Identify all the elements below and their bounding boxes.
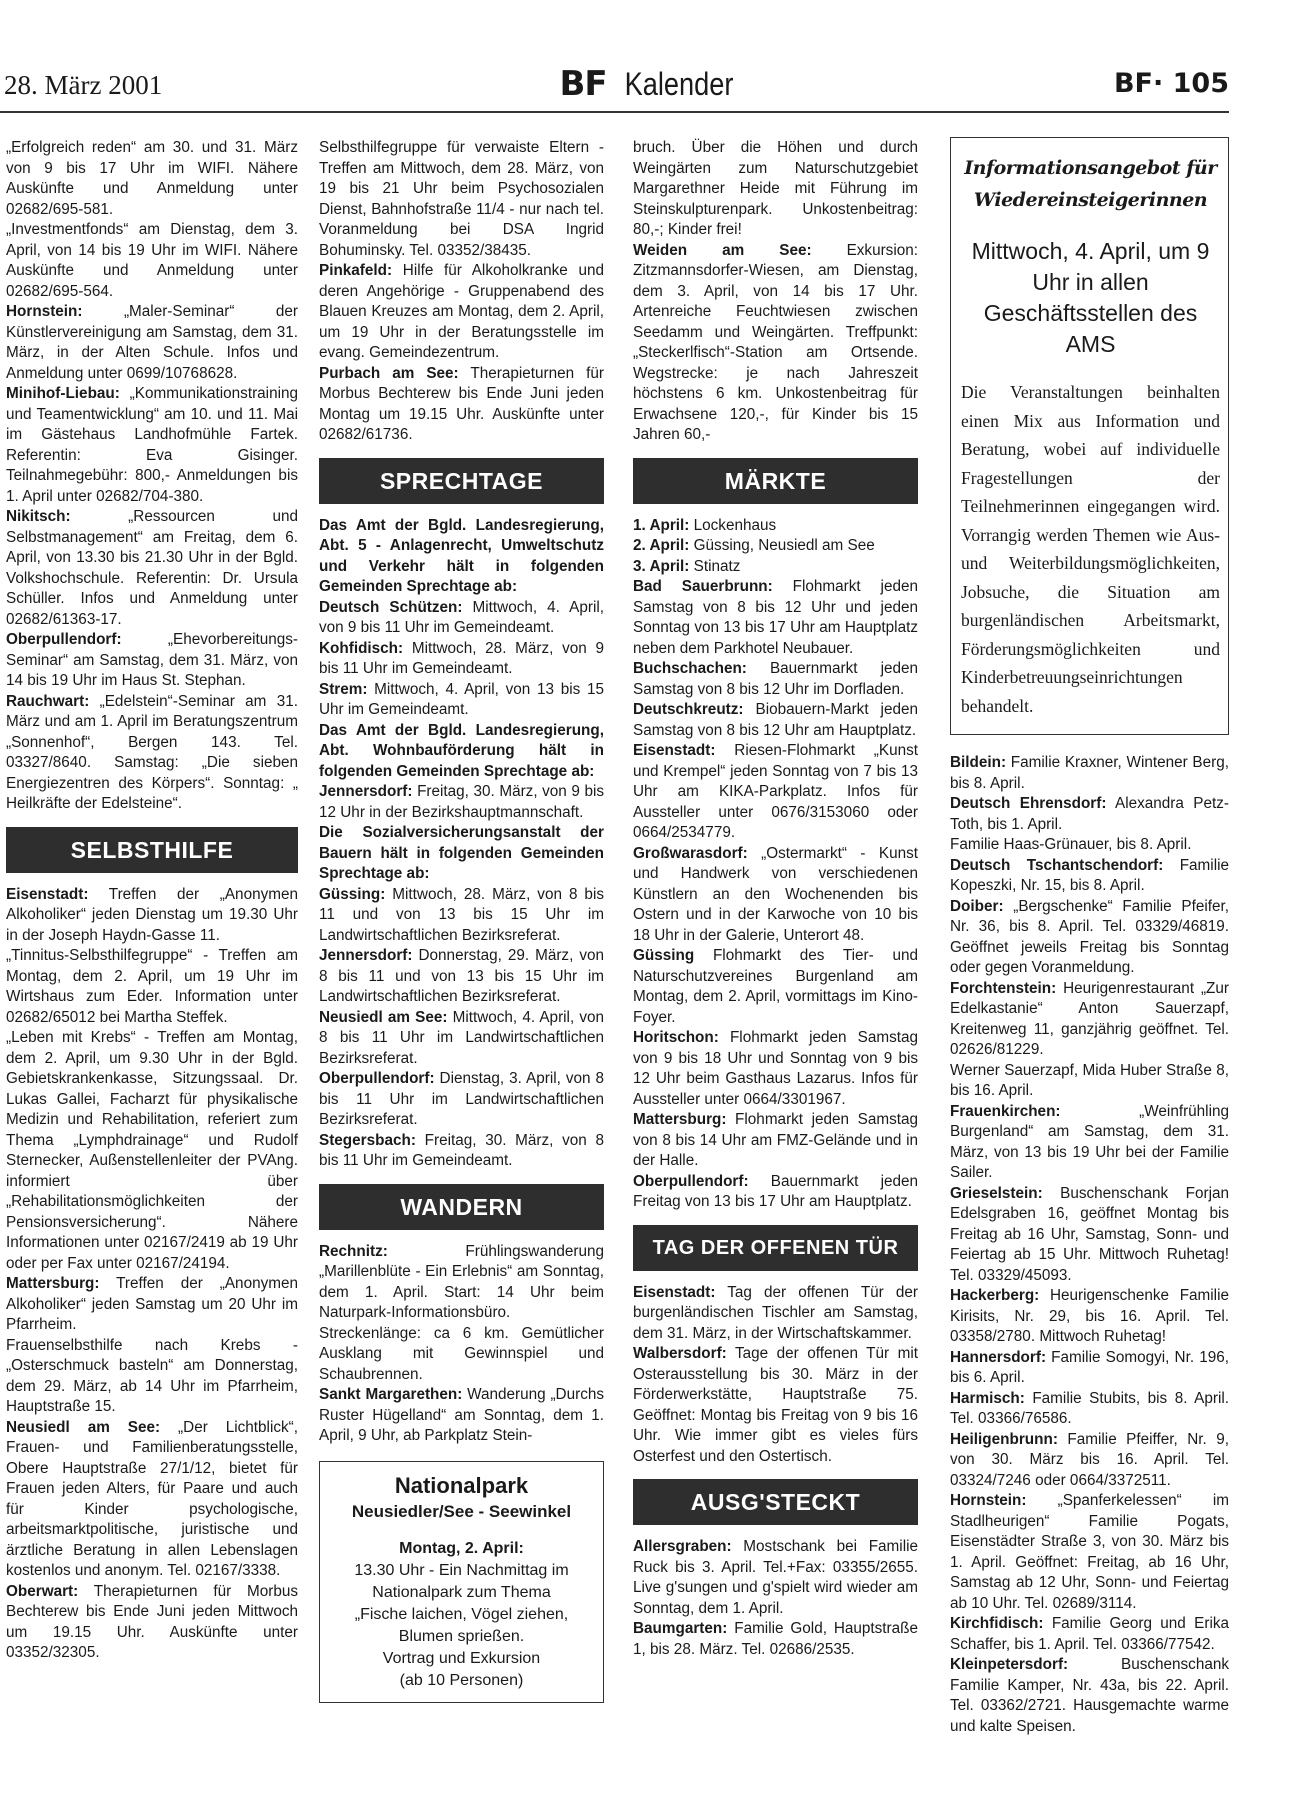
entry-text: Lockenhaus [689,516,777,534]
ams-ad-body: Die Veranstaltungen beinhalten einen Mix aus Information und Beratung, wobei auf individuelle Fragestellungen der Teilnehmerinnen eingegangen wird. Vorrangig werden Themen wie Aus- und Weiterbildungsmöglichkeiten, Jobsuche, die Situation am burgenländischen Arbeitsmarkt, Förderungsmöglichkeiten und Kinderbetreuungseinrichtungen behandelt. [961,382,1220,716]
entry-text: Dienstag, 3. April, von 8 bis 11 Uhr im Landwirtschaftlichen Bezirksreferat. [319,1070,604,1128]
entry-location: 2. April: [633,537,690,554]
entry-text: „Kommunikationstraining und Teamentwicklung“ am 10. und 11. Mai im Gästehaus Landhofmühle Fartek. Referentin: Eva Gisinger. Teilnahmegebühr: 800,- Anmeldungen bis 1. April unter 02682/704-380. [6,385,298,505]
listing-entry [633,844,918,947]
nationalpark-line: (ab 10 Personen) [399,1671,524,1689]
brand-logo: BF [559,64,607,104]
entry-location: Eisenstadt: [633,1283,716,1301]
entry-text: Bauernmarkt jeden Samstag von 8 bis 12 Uhr im Dorfladen. [633,660,918,698]
entry-location: Güssing [633,947,695,964]
entry-text: Güssing, Neusiedl am See [689,537,875,554]
entry-text: Frühlingswanderung „Marillenblüte - Ein Erlebnis“ am Sonntag, dem 1. April. Start: 14 Uhr beim Naturpark-Informationsbüro. Streckenlänge: ca 6 km. Gemütlicher Ausklang mit Gewinnspiel und Schaubrennen. [319,1242,604,1383]
entry-location: Oberwart: [6,1582,79,1600]
section-heading: SPRECHTAGE [319,458,604,504]
column-3 [633,138,918,1660]
listing-entry [319,138,604,261]
section-heading: SELBSTHILFE [6,827,298,873]
entry-location: Oberpullendorf: [633,1172,749,1190]
entry-location: Neusiedl am See: [6,1418,161,1436]
listing-entry [319,1069,604,1131]
entry-location: Pinkafeld: [319,262,393,279]
entry-text: Mittwoch, 28. März, von 9 bis 11 Uhr im Gemeindeamt. [319,639,604,677]
entry-text: Familie Haas-Grünauer, bis 8. April. [950,836,1192,853]
nationalpark-subtitle: Neusiedler/See - Seewinkel [351,1501,572,1521]
listing-entry [6,1274,298,1336]
listing-entry [319,885,604,947]
entry-text: Mittwoch, 4. April, von 8 bis 11 Uhr im Landwirtschaftlichen Bezirksreferat. [319,1008,605,1067]
entry-text: Hilfe für Alkoholkranke und deren Angehörige - Gruppenabend des Blauen Kreuzes am Montag, dem 2. April, um 19 Uhr in der Beratungsstelle im evang. Gemeindezentrum. [319,262,604,361]
entry-location: Baumgarten: [633,1620,728,1637]
listing-entry [950,1430,1229,1492]
entry-location: Oberpullendorf: [319,1070,435,1087]
listing-entry [950,1491,1229,1614]
listing-entry [6,1336,298,1418]
section-heading: MÄRKTE [633,458,918,504]
entry-location: Forchtenstein: [950,979,1057,997]
listing-entry [6,1418,298,1582]
listing-entry [319,721,604,783]
nationalpark-line: „Fische laichen, Vögel ziehen, Blumen sprießen. [354,1605,569,1645]
entry-text: „Bergschenke“ Familie Pfeifer, Nr. 36, bis 8. April. Tel. 03329/46819. Geöffnet jeweils Freitag bis Sonntag oder gegen Voranmeldung. [950,897,1229,976]
listing-entry [6,507,298,630]
entry-text: Flohmarkt des Tier- und Naturschutzvereines Burgenland am Montag, dem 2. April, vormittags im Kino-Foyer. [633,947,918,1026]
listing-entry [633,1619,918,1660]
entry-location: Harmisch: [950,1389,1025,1407]
entry-text: Riesen-Flohmarkt „Kunst und Krempel“ jeden Sonntag von 7 bis 13 Uhr am KIKA-Parkplatz. Infos für Aussteller unter 0676/3153060 oder 0664/2534779. [633,742,918,841]
listing-entry [950,1102,1229,1184]
listing-entry [633,1344,918,1467]
listing-entry [950,1655,1229,1737]
listing-entry [950,1061,1229,1102]
listing-entry [633,577,918,659]
listing-entry [950,1389,1229,1430]
listing-entry [6,692,298,815]
listing-entry [633,1028,918,1110]
entry-location: Deutsch Schützen: [319,598,463,616]
section-name: Kalender [625,66,734,102]
issue-date: 28. März 2001 [4,70,163,100]
listing-entry [950,1614,1229,1655]
entry-text: Flohmarkt jeden Samstag von 9 bis 18 Uhr und Sonntag von 9 bis 12 Uhr beim Gasthaus Lazarus. Infos für Aussteller unter 0664/3301967. [633,1029,918,1108]
entry-location: Oberpullendorf: [6,631,122,648]
nationalpark-box [319,1461,604,1703]
listing-entry [950,835,1229,856]
listing-entry [319,946,604,1008]
entry-text: Frauenselbsthilfe nach Krebs - „Osterschmuck basteln“ am Donnerstag, dem 29. März, ab 14 Uhr im Pfarrheim, Hauptstraße 15. [6,1336,298,1415]
listing-entry [6,384,298,507]
entry-location: Die Sozialversicherungsanstalt der Bauern hält in folgenden Gemeinden Sprechtage ab: [319,824,604,882]
entry-text: Familie Georg und Erika Schaffer, bis 1. April. Tel. 03366/77542. [950,1615,1229,1653]
entry-location: Hornstein: [950,1492,1027,1509]
entry-location: Eisenstadt: [6,885,89,903]
entry-text: Buschenschank Forjan Edelsgraben 16, geöffnet Montag bis Freitag ab 16 Uhr, Samstag, Sonn- und Feiertag ab 15 Uhr. Mittwoch Ruhetag! Tel. 03329/45093. [950,1184,1229,1284]
section-title [0,64,1303,104]
entry-location: Rauchwart: [6,692,90,710]
entry-text: Freitag, 30. März, von 9 bis 12 Uhr in der Bezirkshauptmannschaft. [319,783,604,821]
listing-entry [319,1131,604,1172]
column-1 [6,138,298,1664]
ams-ad-title: Informationsangebot für [964,157,1217,179]
listing-entry [319,823,604,885]
page-number: BF· 105 [1113,68,1229,99]
entry-location: Hackerberg: [950,1287,1040,1304]
listing-entry [633,557,918,578]
listing-entry [319,598,604,639]
entry-location: Mattersburg: [633,1111,727,1128]
listing-entry [633,1172,918,1213]
column-2 [319,138,604,1703]
listing-entry [319,261,604,364]
listing-entry [633,741,918,844]
entry-text: Mostschank bei Familie Ruck bis 3. April. Tel.+Fax: 03355/2655. Live g'sungen und g'spielt wird wieder am Sonntag, dem 1. April. [633,1538,918,1617]
entry-location: Horitschon: [633,1029,719,1046]
listing-entry [633,241,918,446]
listing-entry [633,946,918,1028]
entry-text: Familie Kraxner, Wintener Berg, bis 8. April. [950,754,1229,792]
header-divider [0,111,1229,113]
entry-location: Güssing: [319,885,386,903]
entry-location: Deutsch Ehrensdorf: [950,795,1107,812]
listing-entry [6,946,298,1028]
entry-location: Strem: [319,680,368,698]
listing-entry [633,536,918,557]
entry-text: „Ressourcen und Selbstmanagement“ am Freitag, dem 6. April, von 13.30 bis 21.30 Uhr in der Bgld. Volkshochschule. Referentin: Dr. Ursula Schüller. Infos und Anmeldung unter 02682/61363-17. [6,508,298,628]
entry-location: Eisenstadt: [633,742,716,759]
entry-text: Familie Pfeiffer, Nr. 9, von 30. März bis 16. April. Tel. 03324/7246 oder 0664/3372511. [950,1430,1229,1489]
entry-location: Sankt Margarethen: [319,1386,463,1403]
entry-location: Hannersdorf: [950,1348,1047,1366]
nationalpark-line: Montag, 2. April: [399,1539,524,1557]
entry-text: Buschenschank Familie Kamper, Nr. 43a, bis 22. April. Tel. 03362/2721. Hausgemachte warme und kalte Speisen. [950,1656,1229,1735]
entry-location: Minihof-Liebau: [6,385,120,402]
listing-entry [950,1348,1229,1389]
entry-text: Familie Gold, Hauptstraße 1, bis 28. März. Tel. 02686/2535. [633,1620,918,1658]
entry-text: „Maler-Seminar“ der Künstlervereinigung am Samstag, dem 31. März, in der Alten Schule. Infos und Anmeldung unter 0699/10768628. [6,303,298,382]
nationalpark-title: Nationalpark [394,1472,529,1498]
entry-text: Werner Sauerzapf, Mida Huber Straße 8, bis 16. April. [950,1061,1229,1099]
entry-location: Stegersbach: [319,1131,416,1149]
entry-text: Stinatz [689,557,741,575]
listing-entry [319,639,604,680]
listing-entry [319,364,604,446]
section-heading: TAG DER OFFENEN TÜR [633,1225,918,1271]
entry-location: Frauenkirchen: [950,1102,1061,1120]
entry-text: Wanderung „Durchs Ruster Hügelland“ am Sonntag, dem 1. April, 9 Uhr, ab Parkplatz Stein- [319,1386,605,1444]
listing-entry [319,1008,604,1070]
listing-entry [319,680,604,721]
entry-location: Kohfidisch: [319,639,404,657]
entry-location: Allersgraben: [633,1538,732,1555]
entry-location: 3. April: [633,557,690,575]
entry-text: „Erfolgreich reden“ am 30. und 31. März von 9 bis 17 Uhr im WIFI. Nähere Auskünfte und Anmeldung unter 02682/695-581. [6,139,298,218]
section-heading: WANDERN [319,1184,604,1230]
ams-ad-box [950,137,1229,735]
entry-text: Mittwoch, 4. April, von 9 bis 11 Uhr im Gemeindeamt. [319,598,604,636]
entry-text: Biobauern-Markt jeden Samstag von 8 bis 12 Uhr am Hauptplatz. [633,701,918,739]
listing-entry [633,700,918,741]
entry-text: „Ehevorbereitungs-Seminar“ am Samstag, dem 31. März, von 14 bis 19 Uhr im Haus St. Stephan. [6,631,298,689]
ams-ad-title: Wiedereinsteigerinnen [973,189,1208,211]
entry-text: bruch. Über die Höhen und durch Weingärten zum Naturschutzgebiet Margarethner Heide mit Führung im Steinskulpturenpark. Unkostenbeitrag: 80,-; Kinder frei! [633,139,918,238]
entry-text: Mittwoch, 28. März, von 8 bis 11 und von 13 bis 15 Uhr im Landwirtschaftlichen Bezirksreferat. [319,885,604,944]
listing-entry [950,753,1229,794]
entry-text: Familie Stubits, bis 8. April. Tel. 03366/76586. [950,1389,1229,1427]
listing-entry [633,138,918,241]
listing-entry [6,1582,298,1664]
entry-text: „Investmentfonds“ am Dienstag, dem 3. April, von 14 bis 19 Uhr im WIFI. Nähere Auskünfte und Anmeldung unter 02682/695-564. [6,221,298,300]
entry-location: Kleinpetersdorf: [950,1656,1069,1673]
entry-text: „Der Lichtblick“, Frauen- und Familienberatungsstelle, Obere Hauptstraße 27/1/12, bietet für Frauen jeden Alters, für Paare und auch für Kinder psychologische, arbeitsmarktpolitische, juristische und ärztliche Beratung in allen Lebenslagen kostenlos und anonym. Tel. 02167/3338. [6,1418,298,1579]
listing-entry [633,516,918,537]
entry-text: „Edelstein“-Seminar am 31. März und am 1. April im Beratungszentrum „Sonnenhof“, Bergen 143. Tel. 03327/8640. Samstag: „Die sieben Energiezentren des Körpers“. Sonntag: „ Heilkräfte der Edelsteine“. [6,692,298,812]
entry-text: Heurigenschenke Familie Kirisits, Nr. 29, bis 16. April. Tel. 03358/2780. Mittwoch Ruhetag! [950,1287,1229,1345]
listing-entry [6,302,298,384]
listing-entry [6,885,298,947]
listing-entry [6,630,298,692]
entry-text: Tag der offenen Tür der burgenländischen Tischler am Samstag, dem 31. März, in der Wirtschaftskammer. [633,1283,918,1342]
entry-location: Heiligenbrunn: [950,1430,1058,1448]
listing-entry [633,1110,918,1172]
listing-entry [319,782,604,823]
listing-entry [950,856,1229,897]
entry-text: „Leben mit Krebs“ - Treffen am Montag, dem 2. April, um 9.30 Uhr in der Bgld. Gebietskrankenkasse, Sitzungssaal. Dr. Lukas Gallei, Facharzt für physikalische Medizin und Rehabilitation, referiert zum Thema „Lymphdrainage“ und Rudolf Sternecker, Außenstellenleiter der PVAng. informiert über „Rehabilitationsmöglichkeiten der Pensionsversicherung“. Nähere Informationen unter 02167/2419 ab 19 Uhr oder per Fax unter 02167/24194. [6,1029,298,1272]
entry-text: Flohmarkt jeden Samstag von 8 bis 12 Uhr und jeden Sonntag von 13 bis 17 Uhr am Hauptplatz neben dem Parkhotel Neubauer. [633,578,918,657]
entry-location: Hornstein: [6,303,83,320]
entry-location: Weiden am See: [633,241,812,259]
entry-location: Das Amt der Bgld. Landesregierung, Abt. 5 - Anlagenrecht, Umweltschutz und Verkehr hält in folgenden Gemeinden Sprechtage ab: [319,516,604,595]
listing-entry [633,659,918,700]
entry-text: Treffen der „Anonymen Alkoholiker“ jeden Samstag um 20 Uhr im Pfarrheim. [6,1275,298,1333]
entry-location: Buchschachen: [633,660,747,677]
nationalpark-line: Vortrag und Exkursion [382,1649,541,1667]
listing-entry [6,1028,298,1274]
section-heading: AUSG'STECKT [633,1479,918,1525]
entry-text: Familie Kopeszki, Nr. 15, bis 8. April. [950,856,1230,894]
entry-text: Therapieturnen für Morbus Bechterew bis Ende Juni jeden Mittwoch um 19.15 Uhr. Auskünfte unter 03352/32305. [6,1582,298,1661]
column-4 [950,137,1229,1737]
entry-location: Das Amt der Bgld. Landesregierung, Abt. Wohnbauförderung hält in folgenden Gemeinden Sprechtage ab: [319,721,604,780]
entry-location: Purbach am See: [319,364,459,382]
entry-location: Neusiedl am See: [319,1008,448,1026]
listing-entry [319,1385,604,1447]
listing-entry [633,1283,918,1345]
entry-location: Deutsch Tschantschendorf: [950,856,1164,874]
entry-location: Großwarasdorf: [633,844,748,862]
entry-text: Treffen der „Anonymen Alkoholiker“ jeden Dienstag um 19.30 Uhr in der Joseph Haydn-Gasse 11. [6,885,298,944]
entry-text: „Spanferkelessen“ im Stadlheurigen“ Familie Pogats, Eisenstädter Straße 3, von 30. März bis 1. April. Geöffnet: Freitag, ab 16 Uhr, Samstag ab 12 Uhr, Sonn- und Feiertag ab 10 Uhr. Tel. 02689/3114. [950,1492,1229,1612]
listing-entry [6,220,298,302]
entry-text: „Tinnitus-Selbsthilfegruppe“ - Treffen am Montag, dem 2. April, um 19 Uhr im Wirtshaus zum Eder. Information unter 02682/65012 bei Martha Steffek. [6,947,298,1026]
entry-text: „Weinfrühling Burgenland“ am Samstag, dem 31. März, von 13 bis 19 Uhr bei der Familie Sailer. [950,1102,1229,1181]
entry-location: 1. April: [633,516,690,534]
entry-location: Doiber: [950,897,1004,915]
entry-location: Bildein: [950,754,1007,771]
listing-entry [950,897,1229,979]
entry-text: Heurigenrestaurant „Zur Edelkastanie“ Anton Sauerzapf, Kreitenweg 11, ganzjährig geöffnet. Tel. 02626/81229. [950,979,1229,1058]
entry-text: Donnerstag, 29. März, von 8 bis 11 und von 13 bis 15 Uhr im Landwirtschaftlichen Bezirksreferat. [319,947,604,1005]
ams-ad-date: Mittwoch, 4. April, um 9 Uhr in allen Geschäftsstellen des AMS [971,238,1210,357]
entry-location: Jennersdorf: [319,783,413,800]
entry-text: Therapieturnen für Morbus Bechterew bis Ende Juni jeden Montag um 19.15 Uhr. Auskünfte unter 02682/61736. [319,364,605,443]
listing-entry [950,1184,1229,1287]
entry-location: Walbersdorf: [633,1345,727,1362]
entry-text: Freitag, 30. März, von 8 bis 11 Uhr im Gemeindeamt. [319,1131,604,1169]
entry-text: Tage der offenen Tür mit Osterausstellung bis 30. März in der Förderwerkstätte, Hauptstraße 75. Geöffnet: Montag bis Freitag von 9 bis 16 Uhr. Wie immer gibt es vieles fürs Osterfest und den Ostertisch. [633,1345,918,1465]
listing-entry [950,794,1229,835]
entry-location: Deutschkreutz: [633,701,744,718]
entry-location: Rechnitz: [319,1242,388,1260]
entry-text: Mittwoch, 4. April, von 13 bis 15 Uhr im Gemeindeamt. [319,680,604,718]
listing-entry [319,1242,604,1386]
entry-text: Selbsthilfegruppe für verwaiste Eltern - Treffen am Mittwoch, dem 28. März, von 19 bis 21 Uhr beim Psychosozialen Dienst, Bahnhofstraße 11/4 - nur nach tel. Voranmeldung bei DSA Ingrid Bohuminsky. Tel. 03352/38435. [319,139,604,259]
listing-entry [950,1286,1229,1348]
listing-entry [633,1537,918,1619]
entry-text: Alexandra Petz-Toth, bis 1. April. [950,795,1229,833]
listing-entry [6,138,298,220]
entry-location: Mattersburg: [6,1275,100,1292]
entry-location: Grieselstein: [950,1184,1043,1202]
entry-text: Exkursion: Zitzmannsdorfer-Wiesen, am Dienstag, dem 3. April, von 14 bis 17 Uhr. Artenreiche Feuchtwiesen zwischen Seedamm und Weingärten. Treffpunkt: „Steckerlfisch“-Station am Ortsende. Wegstrecke: je nach Jahreszeit höchstens 6 km. Unkostenbeitrag für Erwachsene 120,-, für Kinder bis 15 Jahren 60,- [633,241,918,443]
entry-location: Bad Sauerbrunn: [633,578,773,595]
entry-location: Nikitsch: [6,508,71,525]
nationalpark-line: 13.30 Uhr - Ein Nachmittag im Nationalpark zum Thema [354,1561,569,1601]
entry-text: Flohmarkt jeden Samstag von 8 bis 14 Uhr am FMZ-Gelände und in der Halle. [633,1111,918,1169]
entry-text: Bauernmarkt jeden Freitag von 13 bis 17 Uhr am Hauptplatz. [633,1172,918,1210]
entry-text: Familie Somogyi, Nr. 196, bis 6. April. [950,1348,1229,1386]
entry-text: „Ostermarkt“ - Kunst und Handwerk von verschiedenen Künstlern an den Wochenenden bis Ostern und in der Karwoche von 10 bis 18 Uhr in der Galerie, Unterort 48. [633,844,918,944]
entry-location: Kirchfidisch: [950,1615,1044,1632]
listing-entry [950,979,1229,1061]
entry-location: Jennersdorf: [319,947,413,964]
listing-entry [319,516,604,598]
